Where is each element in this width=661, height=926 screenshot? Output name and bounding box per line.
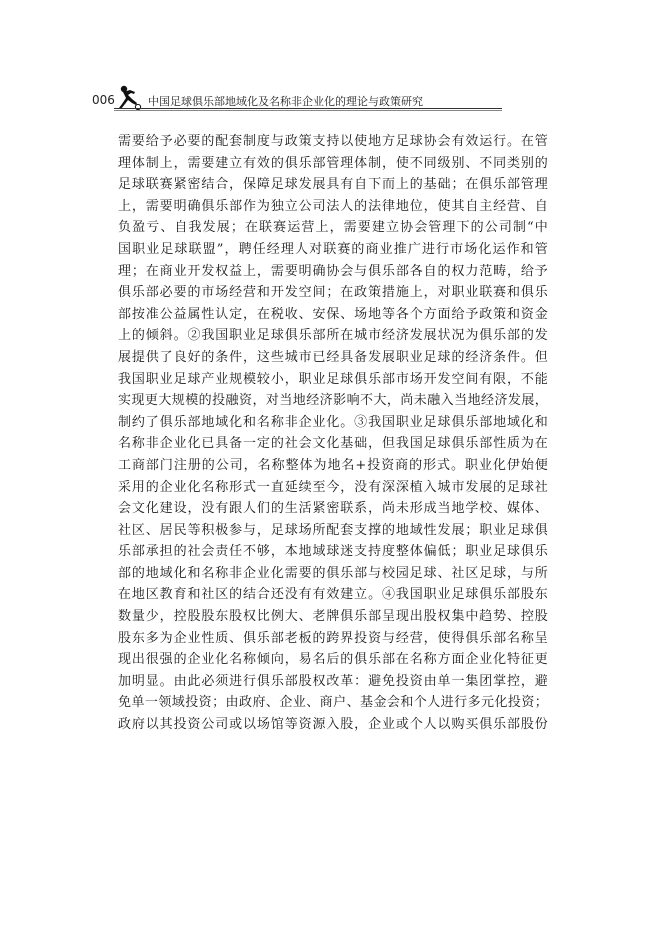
header-rule-secondary — [114, 110, 502, 111]
text-line: 加明显。由此必须进行俱乐部股权改革：避免投资由单一集团掌控，避 — [118, 673, 548, 689]
text-line: 展提供了良好的条件，这些城市已经具备发展职业足球的经济条件。但 — [118, 349, 548, 365]
text-line: 理体制上，需要建立有效的俱乐部管理体制，使不同级别、不同类别的 — [118, 155, 548, 171]
text-line: 部的地域化和名称非企业化需要的俱乐部与校园足球、社区足球，与所 — [118, 565, 548, 581]
text-line: 实现更大规模的投融资，对当地经济影响不大，尚未融入当地经济发展， — [118, 393, 548, 409]
text-line: 数量少，控股股东股权比例大、老牌俱乐部呈现出股权集中趋势、控股 — [118, 609, 548, 625]
text-line: 社区、居民等积极参与，足球场所配套支撑的地域性发展；职业足球俱 — [118, 522, 548, 538]
text-line: 上，需要明确俱乐部作为独立公司法人的法律地位，使其自主经营、自 — [118, 198, 548, 214]
text-line: 制约了俱乐部地域化和名称非企业化。③我国职业足球俱乐部地域化和 — [118, 414, 548, 430]
text-line: 乐部承担的社会责任不够，本地域球迷支持度整体偏低；职业足球俱乐 — [118, 544, 548, 560]
text-line: 国职业足球联盟”，聘任经理人对联赛的商业推广进行市场化运作和管 — [118, 241, 548, 257]
text-line: 足球联赛紧密结合，保障足球发展具有自下而上的基础；在俱乐部管理 — [118, 177, 548, 193]
text-line: 理；在商业开发权益上，需要明确协会与俱乐部各自的权力范畴，给予 — [118, 263, 548, 279]
text-line: 股东多为企业性质、俱乐部老板的跨界投资与经营，使得俱乐部名称呈 — [118, 630, 548, 646]
text-line: 上的倾斜。②我国职业足球俱乐部所在城市经济发展状况为俱乐部的发 — [118, 328, 548, 344]
body-text — [118, 131, 548, 736]
text-line: 我国职业足球产业规模较小，职业足球俱乐部市场开发空间有限，不能 — [118, 371, 548, 387]
text-line: 会文化建设，没有跟人们的生活紧密联系，尚未形成当地学校、媒体、 — [118, 501, 548, 517]
text-line: 免单一领域投资；由政府、企业、商户、基金会和个人进行多元化投资； — [118, 695, 548, 711]
text-line: 部按准公益属性认定，在税收、安保、场地等各个方面给予政策和资金 — [118, 306, 548, 322]
text-line: 需要给予必要的配套制度与政策支持以使地方足球协会有效运行。在管 — [118, 134, 548, 149]
page-number: 006 — [92, 93, 115, 107]
header-rule — [114, 108, 502, 109]
running-header — [92, 84, 502, 110]
text-line: 负盈亏、自我发展；在联赛运营上，需要建立协会管理下的公司制“中 — [118, 220, 548, 236]
text-line: 俱乐部必要的市场经营和开发空间；在政策措施上，对职业联赛和俱乐 — [118, 285, 548, 301]
text-line: 名称非企业化已具备一定的社会文化基础，但我国足球俱乐部性质为在 — [118, 436, 548, 452]
text-line: 政府以其投资公司或以场馆等资源入股，企业或个人以购买俱乐部股份 — [118, 717, 548, 733]
running-title: 中国足球俱乐部地域化及名称非企业化的理论与政策研究 — [148, 95, 423, 108]
text-line: 在地区教育和社区的结合还没有有效建立。④我国职业足球俱乐部股东 — [118, 587, 548, 603]
text-line: 工商部门注册的公司，名称整体为地名+投资商的形式。职业化伊始便 — [118, 457, 548, 473]
soccer-player-icon — [116, 84, 142, 110]
text-line: 现出很强的企业化名称倾向，易名后的俱乐部在名称方面企业化特征更 — [118, 652, 548, 668]
text-line: 采用的企业化名称形式一直延续至今，没有深深植入城市发展的足球社 — [118, 479, 548, 495]
